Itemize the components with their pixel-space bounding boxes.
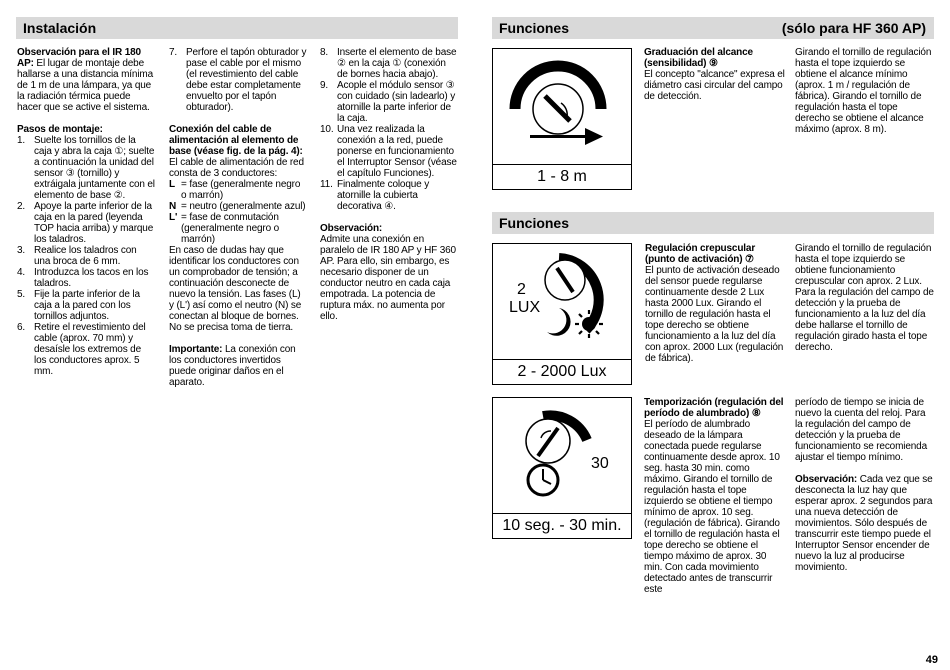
section-header-funciones <box>492 17 934 39</box>
step-number: 1. <box>17 135 26 146</box>
step-number: 11. <box>320 179 333 190</box>
step-item <box>17 267 155 289</box>
lux-min-number: 2 <box>517 281 526 298</box>
conductor-key: L' <box>169 212 178 223</box>
time-knob-icon <box>493 398 631 513</box>
time-description: El período de alumbrado deseado de la lámpara conectada puede regularse continuamente desde aprox. 10 seg. hasta 30 min. como máximo. Girando el tornillo de regulación hasta el tope izquierdo se obtiene el tiempo mínimo de aprox. 10 seg. (regulación de fábrica). Girando el tornillo de regulación hasta el tope derecho se obtiene el tiempo máximo de aprox. 30 min. Con cada movimiento detectado antes de transcurrir este <box>644 419 780 595</box>
connection-body: En caso de dudas hay que identificar los conductores con un comprobador de tensión; a continuación desconecte de nuevo la tensión. Las fases (L) y (L') así como el neutro (N) se conectan al bloque de bornes. No se precisa toma de tierra. <box>169 245 302 333</box>
observation-body: Admite una conexión en paralelo de IR 180 AP y HF 360 AP. Para ello, sin embargo, es necesario disponer de un conductor neutro en cada caja empotrada. La potencia de ruptura máx. no aumenta por ello. <box>320 234 456 322</box>
range-knob-icon <box>493 49 631 164</box>
step-text: Acople el módulo sensor ③ con cuidado (sin ladearlo) y atornille la parte inferior de la caja. <box>337 80 456 124</box>
conductor-definition <box>169 201 307 212</box>
step-text: Introduzca los tacos en los taladros. <box>34 267 149 289</box>
time-caption: 10 seg. - 30 min. <box>493 513 631 538</box>
conductor-definition <box>169 212 307 245</box>
range-text-a <box>644 47 786 102</box>
step-text: Retire el revestimiento del cable (aprox. 70 mm) y desaísle los extremos de los conductores aprox. 5 mm. <box>34 322 146 377</box>
lux-diagram <box>492 243 632 385</box>
step-text: Apoye la parte inferior de la caja en la pared (leyenda TOP hacia arriba) y marque los taladros. <box>34 201 154 245</box>
step-number: 7. <box>169 47 178 58</box>
time-observation-body: Cada vez que se desconecta la luz hay que esperar aprox. 2 segundos para una nueva detección de movimientos. Sólo después de transcurrir este tiempo puede el Interruptor Sensor encender de nuevo la luz al producirse movimiento. <box>795 474 933 573</box>
step-number: 8. <box>320 47 329 58</box>
step-item <box>17 322 155 377</box>
note-paragraph <box>17 47 155 113</box>
range-text-b <box>795 47 935 135</box>
note-body: El lugar de montaje debe hallarse a una distancia mínima de 1 m de una lámpara, ya que la radiación térmica puede hacer que se active el sistema. <box>17 58 153 113</box>
step-number: 9. <box>320 80 329 91</box>
conductor-key: N <box>169 201 177 212</box>
lux-title: Regulación crepuscular (punto de activación) ⑦ <box>645 243 756 265</box>
step-text: Perfore el tapón obturador y pase el cable por el mismo (el revestimiento del cable debe estar completamente envuelto por el tapón obturador). <box>186 47 307 113</box>
section-header-funciones-2 <box>492 212 934 234</box>
step-item <box>320 80 458 124</box>
time-text-a <box>644 397 785 595</box>
range-description: El concepto "alcance" expresa el diámetro casi circular del campo de detección. <box>644 69 785 102</box>
time-max-label: 30 <box>591 455 609 472</box>
connection-intro: El cable de alimentación de red consta de 3 conductores: <box>169 157 304 179</box>
step-text: Inserte el elemento de base ② en la caja ① (conexión de bornes hacia abajo). <box>337 47 457 80</box>
range-caption: 1 - 8 m <box>493 164 631 189</box>
section-title: Funciones <box>499 20 570 36</box>
step-number: 5. <box>17 289 26 300</box>
range-diagram <box>492 48 632 190</box>
lux-knob-icon <box>493 244 631 359</box>
important-body: La conexión con los conductores invertidos puede originar daños en el aparato. <box>169 344 296 388</box>
time-observation <box>795 474 935 573</box>
steps-list <box>320 47 458 212</box>
range-title: Graduación del alcance (sensibilidad) ⑨ <box>644 47 753 69</box>
step-item <box>17 289 155 322</box>
section-title: Funciones <box>499 215 570 231</box>
section-subtitle: (sólo para HF 360 AP) <box>781 20 926 36</box>
step-number: 2. <box>17 201 26 212</box>
step-item <box>17 201 155 245</box>
conductor-key: L <box>169 179 175 190</box>
page-number: 49 <box>925 654 938 666</box>
important-note <box>169 344 307 388</box>
conductor-definitions <box>169 179 307 245</box>
step-item <box>320 47 458 80</box>
conductor-value: = fase de conmutación (generalmente negro o marrón) <box>181 212 280 245</box>
steps-list <box>17 135 155 377</box>
conductor-value: = neutro (generalmente azul) <box>181 201 306 212</box>
step-text: Fije la parte inferior de la caja a la pared con los tornillos adjuntos. <box>34 289 140 322</box>
time-text-b <box>795 397 935 573</box>
time-continuation: período de tiempo se inicia de nuevo la cuenta del reloj. Para la regulación del campo de detección y la prueba de funcionamiento se recomienda ajustar el tiempo mínimo. <box>795 397 927 463</box>
step-text: Una vez realizada la conexión a la red, puede ponerse en funcionamiento el Interruptor Sensor (véase el capítulo Funciones). <box>337 124 457 179</box>
lux-description: El punto de activación deseado del sensor puede regularse continuamente desde 2 Lux hasta 2000 Lux. Girando el tornillo de regulación hasta el tope derecho se obtiene funcionamiento a la luz del día con aprox. 2000 Lux (regulación de fábrica). <box>645 265 784 364</box>
step-item <box>320 179 458 212</box>
step-text: Finalmente coloque y atornille la cubierta decorativa ④. <box>337 179 430 212</box>
lux-text-b <box>795 243 935 353</box>
lux-adjustment: Girando el tornillo de regulación hasta el tope izquierdo se obtiene funcionamiento crepuscular con aprox. 2 Lux. Para la regulación del campo de detección y la prueba de funcionamiento a la luz del día debe hallarse el tornillo de regulación girado hasta el tope derecho. <box>795 243 934 353</box>
steps-title: Pasos de montaje: <box>17 124 103 135</box>
time-diagram <box>492 397 632 539</box>
step-text: Suelte los tornillos de la caja y abra la caja ①; suelte a continuación la unidad del sensor ③ (tornillo) y extráigala juntamente con el elemento de base ②. <box>34 135 155 201</box>
step-item <box>17 245 155 267</box>
lux-caption: 2 - 2000 Lux <box>493 359 631 384</box>
section-title: Instalación <box>23 20 97 36</box>
steps-list <box>169 47 307 113</box>
step-number: 4. <box>17 267 26 278</box>
step-number: 6. <box>17 322 26 333</box>
step-number: 3. <box>17 245 26 256</box>
step-item <box>17 135 155 201</box>
column-3 <box>320 47 458 322</box>
conductor-definition <box>169 179 307 201</box>
note-title: Observación para el IR 180 AP: <box>17 47 141 69</box>
conductor-value: = fase (generalmente negro o marrón) <box>181 179 301 201</box>
step-item <box>169 47 307 113</box>
time-observation-label: Observación: <box>795 474 858 485</box>
step-number: 10. <box>320 124 334 135</box>
observation-title: Observación: <box>320 223 383 234</box>
step-text: Realice los taladros con una broca de 6 mm. <box>34 245 137 267</box>
column-1 <box>17 47 155 377</box>
column-2 <box>169 47 307 399</box>
important-label: Importante: <box>169 344 223 355</box>
lux-unit-label: LUX <box>509 299 541 316</box>
step-item <box>320 124 458 179</box>
connection-title: Conexión del cable de alimentación al elemento de base (véase fig. de la pág. 4): <box>169 124 303 157</box>
lux-text-a <box>645 243 785 364</box>
time-title: Temporización (regulación del período de alumbrado) ⑧ <box>644 397 784 419</box>
range-adjustment: Girando el tornillo de regulación hasta el tope izquierdo se obtiene el alcance mínimo (aprox. 1 m / regulación de fábrica). Girando el tornillo de regulación hasta el tope derecho se obtiene el alcance máximo (aprox. 8 m). <box>795 47 932 135</box>
section-header-instalacion <box>16 17 458 39</box>
